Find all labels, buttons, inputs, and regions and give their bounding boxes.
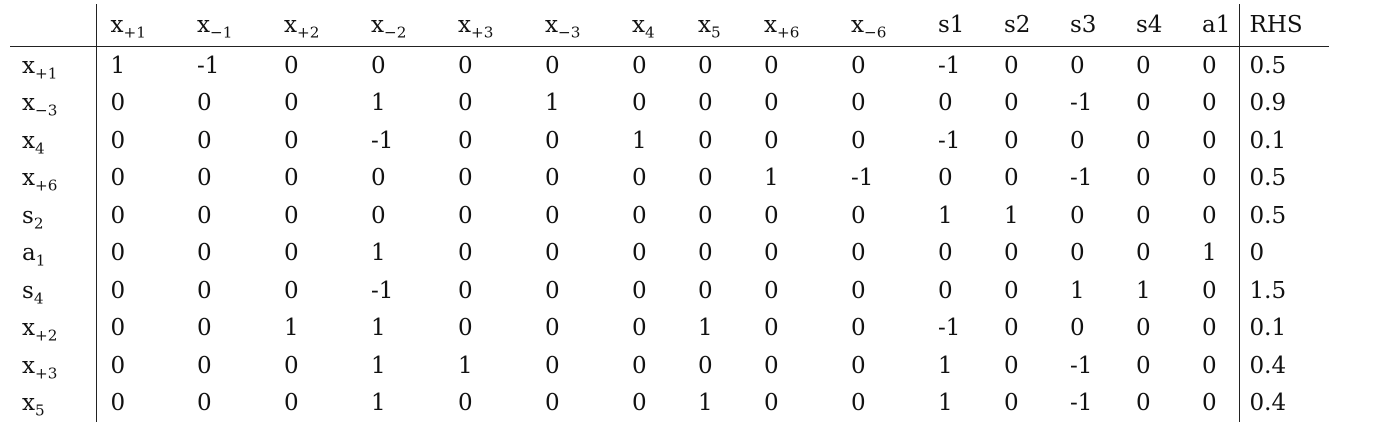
variable-name: x	[22, 90, 35, 117]
coefficient-cell: 0	[1136, 127, 1151, 154]
coefficient-cell: -1	[938, 127, 961, 154]
coefficient-cell: 0	[1202, 277, 1217, 304]
table-row	[10, 347, 1329, 385]
coefficient-cell: -1	[938, 52, 961, 79]
variable-name: s	[22, 202, 34, 229]
coefficient-cell: 0	[764, 352, 779, 379]
coefficient-cell: 0	[371, 165, 386, 192]
coefficient-cell: 0	[1202, 127, 1217, 154]
variable-subscript: +6	[34, 176, 58, 195]
column-header	[357, 4, 444, 47]
coefficient-cell: 0	[1070, 52, 1085, 79]
tableau-header	[10, 4, 1329, 47]
coefficient-cell: 1	[371, 315, 386, 342]
coefficient-cell: 0	[197, 240, 212, 267]
coefficient-cell: -1	[1070, 90, 1093, 117]
coefficient-cell: 0	[1136, 202, 1151, 229]
coefficient-cell: 0	[1202, 90, 1217, 117]
coefficient-cell: 0	[764, 202, 779, 229]
coefficient-cell: 0	[851, 52, 866, 79]
coefficient-cell: 0	[1202, 165, 1217, 192]
coefficient-cell: -1	[938, 315, 961, 342]
coefficient-cell: 0	[110, 165, 126, 192]
variable-subscript: 5	[34, 401, 45, 420]
column-header	[924, 4, 990, 47]
coefficient-cell: 0	[1136, 90, 1151, 117]
coefficient-cell: 0	[1202, 202, 1217, 229]
basis-variable	[10, 160, 96, 198]
coefficient-cell: 1	[371, 390, 386, 417]
coefficient-cell: 0	[545, 352, 560, 379]
variable-subscript: −3	[557, 23, 581, 42]
basis-variable	[10, 85, 96, 123]
variable-subscript: 4	[33, 289, 44, 308]
coefficient-cell: 0	[632, 52, 647, 79]
coefficient-cell: 1	[1136, 277, 1151, 304]
coefficient-cell: 0	[764, 52, 779, 79]
coefficient-cell: 0	[284, 165, 299, 192]
coefficient-cell: 0	[197, 352, 212, 379]
coefficient-cell: 0	[764, 127, 779, 154]
header-row	[10, 4, 1329, 47]
coefficient-cell: 0	[284, 52, 299, 79]
variable-subscript: 5	[710, 23, 721, 42]
coefficient-cell: 0	[632, 165, 647, 192]
coefficient-cell: 0	[698, 90, 713, 117]
coefficient-cell: 0	[1004, 277, 1019, 304]
coefficient-cell: 0	[197, 165, 212, 192]
coefficient-cell: 0	[698, 352, 713, 379]
coefficient-cell: -1	[1070, 352, 1093, 379]
coefficient-cell: 0	[110, 240, 126, 267]
basis-variable	[10, 272, 96, 310]
coefficient-cell: 0	[1004, 90, 1019, 117]
coefficient-cell: 0	[458, 390, 473, 417]
simplex-tableau	[10, 4, 1329, 422]
variable-subscript: +1	[34, 64, 58, 83]
column-header	[618, 4, 684, 47]
coefficient-cell: 1	[764, 165, 779, 192]
coefficient-cell: 0	[284, 202, 299, 229]
variable-subscript: 4	[34, 139, 45, 158]
variable-subscript: +6	[776, 23, 800, 42]
variable-name: x	[371, 12, 384, 38]
variable-subscript: 4	[644, 23, 655, 42]
coefficient-cell: 0	[458, 202, 473, 229]
coefficient-cell: 0	[284, 127, 299, 154]
variable-name: x	[22, 165, 35, 192]
coefficient-cell: 0	[545, 390, 560, 417]
coefficient-cell: 0	[1202, 52, 1217, 79]
coefficient-cell: 0	[764, 90, 779, 117]
variable-subscript: +2	[296, 23, 320, 42]
coefficient-cell: 0	[1070, 202, 1085, 229]
coefficient-cell: 0	[458, 240, 473, 267]
variable-subscript: +3	[34, 364, 58, 383]
coefficient-cell: 0	[371, 52, 386, 79]
coefficient-cell: 0	[851, 277, 866, 304]
coefficient-cell: 0	[545, 127, 560, 154]
coefficient-cell: 0	[1070, 240, 1085, 267]
coefficient-cell: 0	[1202, 352, 1217, 379]
coefficient-cell: 0	[284, 390, 299, 417]
coefficient-cell: 1	[938, 202, 953, 229]
coefficient-cell: 0	[110, 315, 126, 342]
variable-name: s4	[1136, 12, 1163, 38]
coefficient-cell: 1	[698, 315, 713, 342]
coefficient-cell: 0	[1136, 315, 1151, 342]
coefficient-cell: 0	[632, 240, 647, 267]
basis-variable	[10, 347, 96, 385]
coefficient-cell: 0	[1004, 240, 1019, 267]
rhs-cell: 0.5	[1239, 197, 1329, 235]
coefficient-cell: -1	[371, 127, 394, 154]
coefficient-cell: 0	[458, 90, 473, 117]
basis-variable	[10, 47, 96, 85]
coefficient-cell: 0	[1136, 165, 1151, 192]
variable-subscript: +3	[470, 23, 494, 42]
column-header	[837, 4, 924, 47]
table-row	[10, 310, 1329, 348]
variable-name: x	[284, 12, 297, 38]
variable-name: s3	[1070, 12, 1097, 38]
table-row	[10, 160, 1329, 198]
variable-name: x	[545, 12, 558, 38]
coefficient-cell: 1	[371, 90, 386, 117]
coefficient-cell: 0	[1004, 315, 1019, 342]
table-row	[10, 122, 1329, 160]
coefficient-cell: 0	[284, 277, 299, 304]
coefficient-cell: 0	[197, 277, 212, 304]
coefficient-cell: 0	[851, 90, 866, 117]
basis-variable	[10, 235, 96, 273]
coefficient-cell: 0	[545, 202, 560, 229]
variable-name: x	[22, 390, 35, 417]
table-row	[10, 47, 1329, 85]
rhs-header: RHS	[1239, 4, 1329, 47]
coefficient-cell: -1	[197, 52, 220, 79]
variable-name: s	[22, 277, 34, 304]
variable-name: x	[197, 12, 210, 38]
coefficient-cell: 1	[284, 315, 299, 342]
rhs-cell: 0.5	[1239, 160, 1329, 198]
rhs-cell: 0.1	[1239, 310, 1329, 348]
column-header	[96, 4, 183, 47]
variable-name: x	[22, 315, 35, 342]
table-row	[10, 235, 1329, 273]
basis-variable	[10, 197, 96, 235]
coefficient-cell: 1	[698, 390, 713, 417]
coefficient-cell: 0	[1136, 240, 1151, 267]
coefficient-cell: 0	[1136, 390, 1151, 417]
coefficient-cell: 0	[698, 127, 713, 154]
table-row	[10, 385, 1329, 423]
variable-name: a1	[1202, 12, 1231, 38]
coefficient-cell: 0	[371, 202, 386, 229]
column-header	[270, 4, 357, 47]
coefficient-cell: 0	[197, 315, 212, 342]
coefficient-cell: 0	[851, 127, 866, 154]
coefficient-cell: 0	[1004, 165, 1019, 192]
coefficient-cell: 0	[851, 315, 866, 342]
variable-name: s2	[1004, 12, 1031, 38]
coefficient-cell: 0	[545, 315, 560, 342]
column-header	[684, 4, 750, 47]
coefficient-cell: 0	[698, 202, 713, 229]
coefficient-cell: -1	[371, 277, 394, 304]
coefficient-cell: 0	[632, 390, 647, 417]
variable-name: x	[764, 12, 777, 38]
coefficient-cell: 0	[1004, 352, 1019, 379]
variable-name: x	[22, 52, 35, 79]
coefficient-cell: 0	[458, 127, 473, 154]
variable-subscript: +1	[123, 23, 146, 42]
coefficient-cell: 0	[110, 202, 126, 229]
coefficient-cell: 0	[1202, 315, 1217, 342]
coefficient-cell: 0	[938, 240, 953, 267]
variable-name: x	[22, 352, 35, 379]
coefficient-cell: 0	[545, 277, 560, 304]
coefficient-cell: 0	[545, 165, 560, 192]
column-header	[1188, 4, 1239, 47]
coefficient-cell: 0	[1004, 390, 1019, 417]
coefficient-cell: 0	[938, 165, 953, 192]
coefficient-cell: 0	[632, 202, 647, 229]
variable-name: x	[851, 12, 864, 38]
variable-subscript: −3	[34, 101, 58, 120]
coefficient-cell: 0	[197, 90, 212, 117]
coefficient-cell: 0	[1202, 390, 1217, 417]
coefficient-cell: 1	[1070, 277, 1085, 304]
variable-name: x	[110, 12, 124, 38]
basis-variable	[10, 385, 96, 423]
coefficient-cell: 0	[851, 240, 866, 267]
coefficient-cell: 1	[371, 352, 386, 379]
coefficient-cell: 0	[545, 52, 560, 79]
coefficient-cell: 0	[458, 165, 473, 192]
variable-name: x	[698, 12, 711, 38]
coefficient-cell: 0	[197, 202, 212, 229]
coefficient-cell: 0	[110, 90, 126, 117]
coefficient-cell: 0	[764, 277, 779, 304]
coefficient-cell: -1	[1070, 390, 1093, 417]
rhs-cell: 0.5	[1239, 47, 1329, 85]
coefficient-cell: -1	[1070, 165, 1093, 192]
variable-name: a	[22, 240, 36, 267]
coefficient-cell: 0	[1070, 127, 1085, 154]
coefficient-cell: 1	[545, 90, 560, 117]
coefficient-cell: 0	[1136, 352, 1151, 379]
coefficient-cell: 0	[632, 277, 647, 304]
coefficient-cell: 0	[698, 240, 713, 267]
table-row	[10, 197, 1329, 235]
variable-name: x	[632, 12, 645, 38]
coefficient-cell: 0	[458, 277, 473, 304]
rhs-cell: 0.4	[1239, 347, 1329, 385]
coefficient-cell: 0	[197, 390, 212, 417]
rhs-cell: 1.5	[1239, 272, 1329, 310]
coefficient-cell: 1	[458, 352, 473, 379]
coefficient-cell: 0	[764, 390, 779, 417]
variable-subscript: +2	[34, 326, 58, 345]
variable-subscript: −1	[209, 23, 233, 42]
coefficient-cell: 0	[698, 165, 713, 192]
coefficient-cell: 0	[632, 352, 647, 379]
column-header	[990, 4, 1056, 47]
coefficient-cell: 0	[851, 202, 866, 229]
corner-cell	[10, 4, 96, 47]
coefficient-cell: -1	[851, 165, 874, 192]
coefficient-cell: 0	[851, 352, 866, 379]
coefficient-cell: 0	[851, 390, 866, 417]
coefficient-cell: 1	[1202, 240, 1217, 267]
coefficient-cell: 1	[371, 240, 386, 267]
column-header	[531, 4, 618, 47]
coefficient-cell: 0	[458, 52, 473, 79]
coefficient-cell: 1	[938, 390, 953, 417]
coefficient-cell: 0	[1136, 52, 1151, 79]
basis-variable	[10, 310, 96, 348]
coefficient-cell: 0	[110, 390, 126, 417]
coefficient-cell: 0	[632, 315, 647, 342]
coefficient-cell: 0	[632, 90, 647, 117]
variable-name: x	[458, 12, 471, 38]
column-header	[750, 4, 837, 47]
coefficient-cell: 0	[698, 277, 713, 304]
coefficient-cell: 0	[197, 127, 212, 154]
coefficient-cell: 0	[284, 240, 299, 267]
variable-name: s1	[938, 12, 965, 38]
column-header	[444, 4, 531, 47]
coefficient-cell: 0	[110, 352, 126, 379]
coefficient-cell: 0	[545, 240, 560, 267]
column-header	[1056, 4, 1122, 47]
coefficient-cell: 0	[458, 315, 473, 342]
variable-subscript: −2	[383, 23, 407, 42]
coefficient-cell: 0	[284, 352, 299, 379]
coefficient-cell: 1	[632, 127, 647, 154]
variable-subscript: 2	[33, 214, 44, 233]
coefficient-cell: 0	[938, 90, 953, 117]
coefficient-cell: 1	[938, 352, 953, 379]
coefficient-cell: 0	[284, 90, 299, 117]
rhs-cell: 0	[1239, 235, 1329, 273]
table-row	[10, 272, 1329, 310]
coefficient-cell: 1	[1004, 202, 1019, 229]
coefficient-cell: 0	[110, 277, 126, 304]
column-header	[183, 4, 270, 47]
coefficient-cell: 0	[764, 240, 779, 267]
coefficient-cell: 0	[1070, 315, 1085, 342]
coefficient-cell: 1	[110, 52, 126, 79]
basis-variable	[10, 122, 96, 160]
rhs-cell: 0.1	[1239, 122, 1329, 160]
coefficient-cell: 0	[938, 277, 953, 304]
rhs-cell: 0.9	[1239, 85, 1329, 123]
tableau-body	[10, 47, 1329, 423]
variable-name: x	[22, 127, 35, 154]
coefficient-cell: 0	[1004, 127, 1019, 154]
coefficient-cell: 0	[110, 127, 126, 154]
variable-subscript: 1	[35, 251, 46, 270]
variable-subscript: −6	[863, 23, 887, 42]
coefficient-cell: 0	[1004, 52, 1019, 79]
coefficient-cell: 0	[698, 52, 713, 79]
table-row	[10, 85, 1329, 123]
coefficient-cell: 0	[764, 315, 779, 342]
column-header	[1122, 4, 1188, 47]
rhs-cell: 0.4	[1239, 385, 1329, 423]
